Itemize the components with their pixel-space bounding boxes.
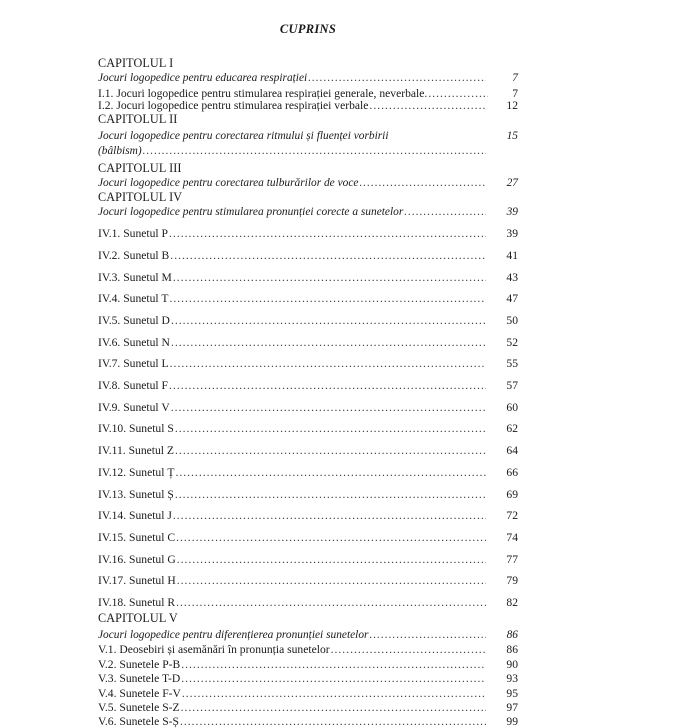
entry-title: IV.17. Sunetul H [98, 574, 176, 588]
chapter-5-title: Jocuri logopedice pentru diferențierea pronunției sunetelor [98, 628, 369, 641]
toc-entry[interactable] [98, 587, 518, 609]
entry-title: IV.6. Sunetul N [98, 335, 170, 349]
entry-page: 93 [506, 672, 518, 686]
dot-leader [169, 227, 486, 240]
entry-title: IV.8. Sunetul F [98, 379, 169, 393]
chapter-5-entry[interactable] [98, 625, 518, 642]
entry-title: V.1. Deosebiri și asemănări în pronunția sunetelor [98, 643, 330, 657]
dot-leader [369, 99, 486, 112]
toc-entry[interactable] [98, 642, 518, 656]
toc-entry[interactable] [98, 240, 518, 262]
entry-title: IV.12. Sunetul Ț [98, 465, 175, 479]
toc-entry[interactable] [98, 219, 518, 241]
toc-entry[interactable] [98, 544, 518, 566]
chapter-1-page: 7 [512, 71, 518, 84]
dot-leader [171, 314, 486, 327]
chapter-3-page: 27 [506, 177, 518, 190]
entry-title: IV.15. Sunetul C [98, 530, 176, 544]
entry-page: 64 [506, 444, 518, 458]
toc-entry[interactable] [98, 457, 518, 479]
chapter-3-heading [98, 162, 518, 176]
entry-page: 97 [506, 700, 518, 714]
page-title: CUPRINS [279, 22, 337, 36]
chapter-2-title-cont: (bâlbism) [98, 144, 142, 157]
chapter-4-label: CAPITOLUL IV [98, 189, 183, 204]
dot-leader [308, 72, 486, 85]
entry-page: 90 [506, 657, 518, 671]
chapter-4-heading [98, 190, 518, 204]
chapter-5-heading [98, 609, 518, 625]
entry-title: IV.3. Sunetul M [98, 270, 172, 284]
chapter-5-items [98, 642, 518, 728]
dot-leader [176, 531, 486, 544]
entry-title: V.4. Sunetele F-V [98, 686, 181, 700]
dot-leader [169, 379, 486, 392]
dot-leader [143, 145, 486, 158]
dot-leader [171, 336, 486, 349]
entry-page: 39 [506, 227, 518, 241]
toc-entry[interactable] [98, 284, 518, 306]
dot-leader [175, 444, 486, 457]
toc-page [98, 0, 518, 728]
dot-leader [173, 509, 486, 522]
toc-entry[interactable] [98, 685, 518, 699]
chapter-1-entry[interactable] [98, 70, 518, 85]
entry-title: IV.4. Sunetul T [98, 292, 169, 306]
chapter-4-entry[interactable] [98, 204, 518, 219]
chapter-2-label: CAPITOLUL II [98, 111, 178, 126]
entry-page: 86 [506, 643, 518, 657]
chapter-4-page: 39 [506, 205, 518, 218]
toc-entry[interactable] [98, 327, 518, 349]
entry-page: 50 [506, 314, 518, 328]
entry-title: IV.11. Sunetul Z [98, 444, 175, 458]
entry-page: 72 [506, 509, 518, 523]
toc-entry[interactable] [98, 349, 518, 371]
dot-leader [182, 687, 486, 700]
toc-entries [98, 56, 518, 728]
chapter-5-label: CAPITOLUL V [98, 610, 178, 625]
toc-entry[interactable] [98, 479, 518, 501]
dot-leader [181, 658, 486, 671]
entry-page: 95 [506, 686, 518, 700]
entry-page: 41 [506, 248, 518, 262]
entry-title: IV.14. Sunetul J [98, 509, 172, 523]
entry-page: 57 [506, 379, 518, 393]
entry-title: IV.2. Sunetul B [98, 248, 170, 262]
toc-entry[interactable] [98, 671, 518, 685]
chapter-2-entry[interactable] [98, 126, 518, 143]
toc-entry[interactable] [98, 714, 518, 728]
toc-entry-1-2[interactable] [98, 100, 518, 113]
entry-page: 12 [506, 99, 518, 113]
entry-title: V.3. Sunetele T-D [98, 672, 181, 686]
dot-leader [181, 701, 486, 714]
chapter-2-page: 15 [506, 129, 518, 142]
dot-leader [175, 422, 486, 435]
entry-page: 52 [506, 335, 518, 349]
entry-page: 55 [506, 357, 518, 371]
dot-leader [181, 672, 486, 685]
dot-leader [169, 292, 486, 305]
dot-leader [424, 87, 488, 100]
entry-page: 62 [506, 422, 518, 436]
entry-page: 99 [506, 715, 518, 728]
dot-leader [359, 177, 486, 190]
entry-page: 69 [506, 487, 518, 501]
toc-entry[interactable] [98, 262, 518, 284]
entry-title: IV.5. Sunetul D [98, 314, 170, 328]
chapter-1-title: Jocuri logopedice pentru educarea respirației [98, 71, 308, 84]
dot-leader [173, 271, 486, 284]
chapter-3-title: Jocuri logopedice pentru corectarea tulburărilor de voce [98, 177, 359, 190]
entry-page: 66 [506, 465, 518, 479]
dot-leader [177, 553, 486, 566]
entry-title: I.1. Jocuri logopedice pentru stimularea respirației generale, neverbale [98, 86, 425, 100]
chapter-3-label: CAPITOLUL III [98, 161, 182, 176]
entry-title: IV.9. Sunetul V [98, 400, 170, 414]
entry-title: V.5. Sunetele S-Z [98, 700, 180, 714]
entry-page: 82 [506, 595, 518, 609]
entry-title: IV.10. Sunetul S [98, 422, 174, 436]
entry-page: 74 [506, 530, 518, 544]
entry-page: 79 [506, 574, 518, 588]
toc-entry[interactable] [98, 414, 518, 436]
toc-entry[interactable] [98, 700, 518, 714]
toc-entry[interactable] [98, 566, 518, 588]
dot-leader [177, 574, 486, 587]
chapter-4-items [98, 219, 518, 609]
chapter-1-heading [98, 56, 518, 70]
toc-entry[interactable] [98, 656, 518, 670]
dot-leader [176, 596, 486, 609]
dot-leader [331, 643, 486, 656]
chapter-2-heading [98, 112, 518, 126]
toc-entry[interactable] [98, 501, 518, 523]
chapter-3-entry[interactable] [98, 175, 518, 190]
dot-leader [369, 629, 486, 642]
chapter-4-title: Jocuri logopedice pentru stimularea pronunției corecte a sunetelor [98, 205, 404, 218]
toc-entry[interactable] [98, 370, 518, 392]
toc-entry[interactable] [98, 522, 518, 544]
chapter-2-title: Jocuri logopedice pentru corectarea ritmului și fluenței vorbirii [98, 129, 389, 142]
entry-page: 7 [512, 86, 518, 100]
toc-entry[interactable] [98, 392, 518, 414]
chapter-1-label: CAPITOLUL I [98, 55, 174, 70]
entry-page: 60 [506, 400, 518, 414]
dot-leader [175, 466, 486, 479]
entry-page: 47 [506, 292, 518, 306]
dot-leader [404, 206, 486, 219]
chapter-5-page: 86 [506, 628, 518, 641]
entry-page: 77 [506, 552, 518, 566]
entry-title: IV.1. Sunetul P [98, 227, 169, 241]
dot-leader [171, 401, 486, 414]
toc-entry[interactable] [98, 305, 518, 327]
entry-title: I.2. Jocuri logopedice pentru stimularea respirației verbale [98, 99, 369, 113]
chapter-2-entry-cont [98, 143, 518, 158]
dot-leader [175, 488, 486, 501]
entry-page: 43 [506, 270, 518, 284]
entry-title: IV.16. Sunetul G [98, 552, 176, 566]
entry-title: IV.18. Sunetul R [98, 595, 176, 609]
toc-entry-1-1[interactable] [98, 85, 518, 100]
dot-leader [170, 249, 486, 262]
entry-title: V.2. Sunetele P-B [98, 657, 181, 671]
entry-title: IV.13. Sunetul Ș [98, 487, 174, 501]
dot-leader [180, 715, 486, 728]
entry-title: V.6. Sunetele S-Ș [98, 715, 179, 728]
dot-leader [170, 357, 486, 370]
entry-title: IV.7. Sunetul L [98, 357, 169, 371]
toc-entry[interactable] [98, 435, 518, 457]
